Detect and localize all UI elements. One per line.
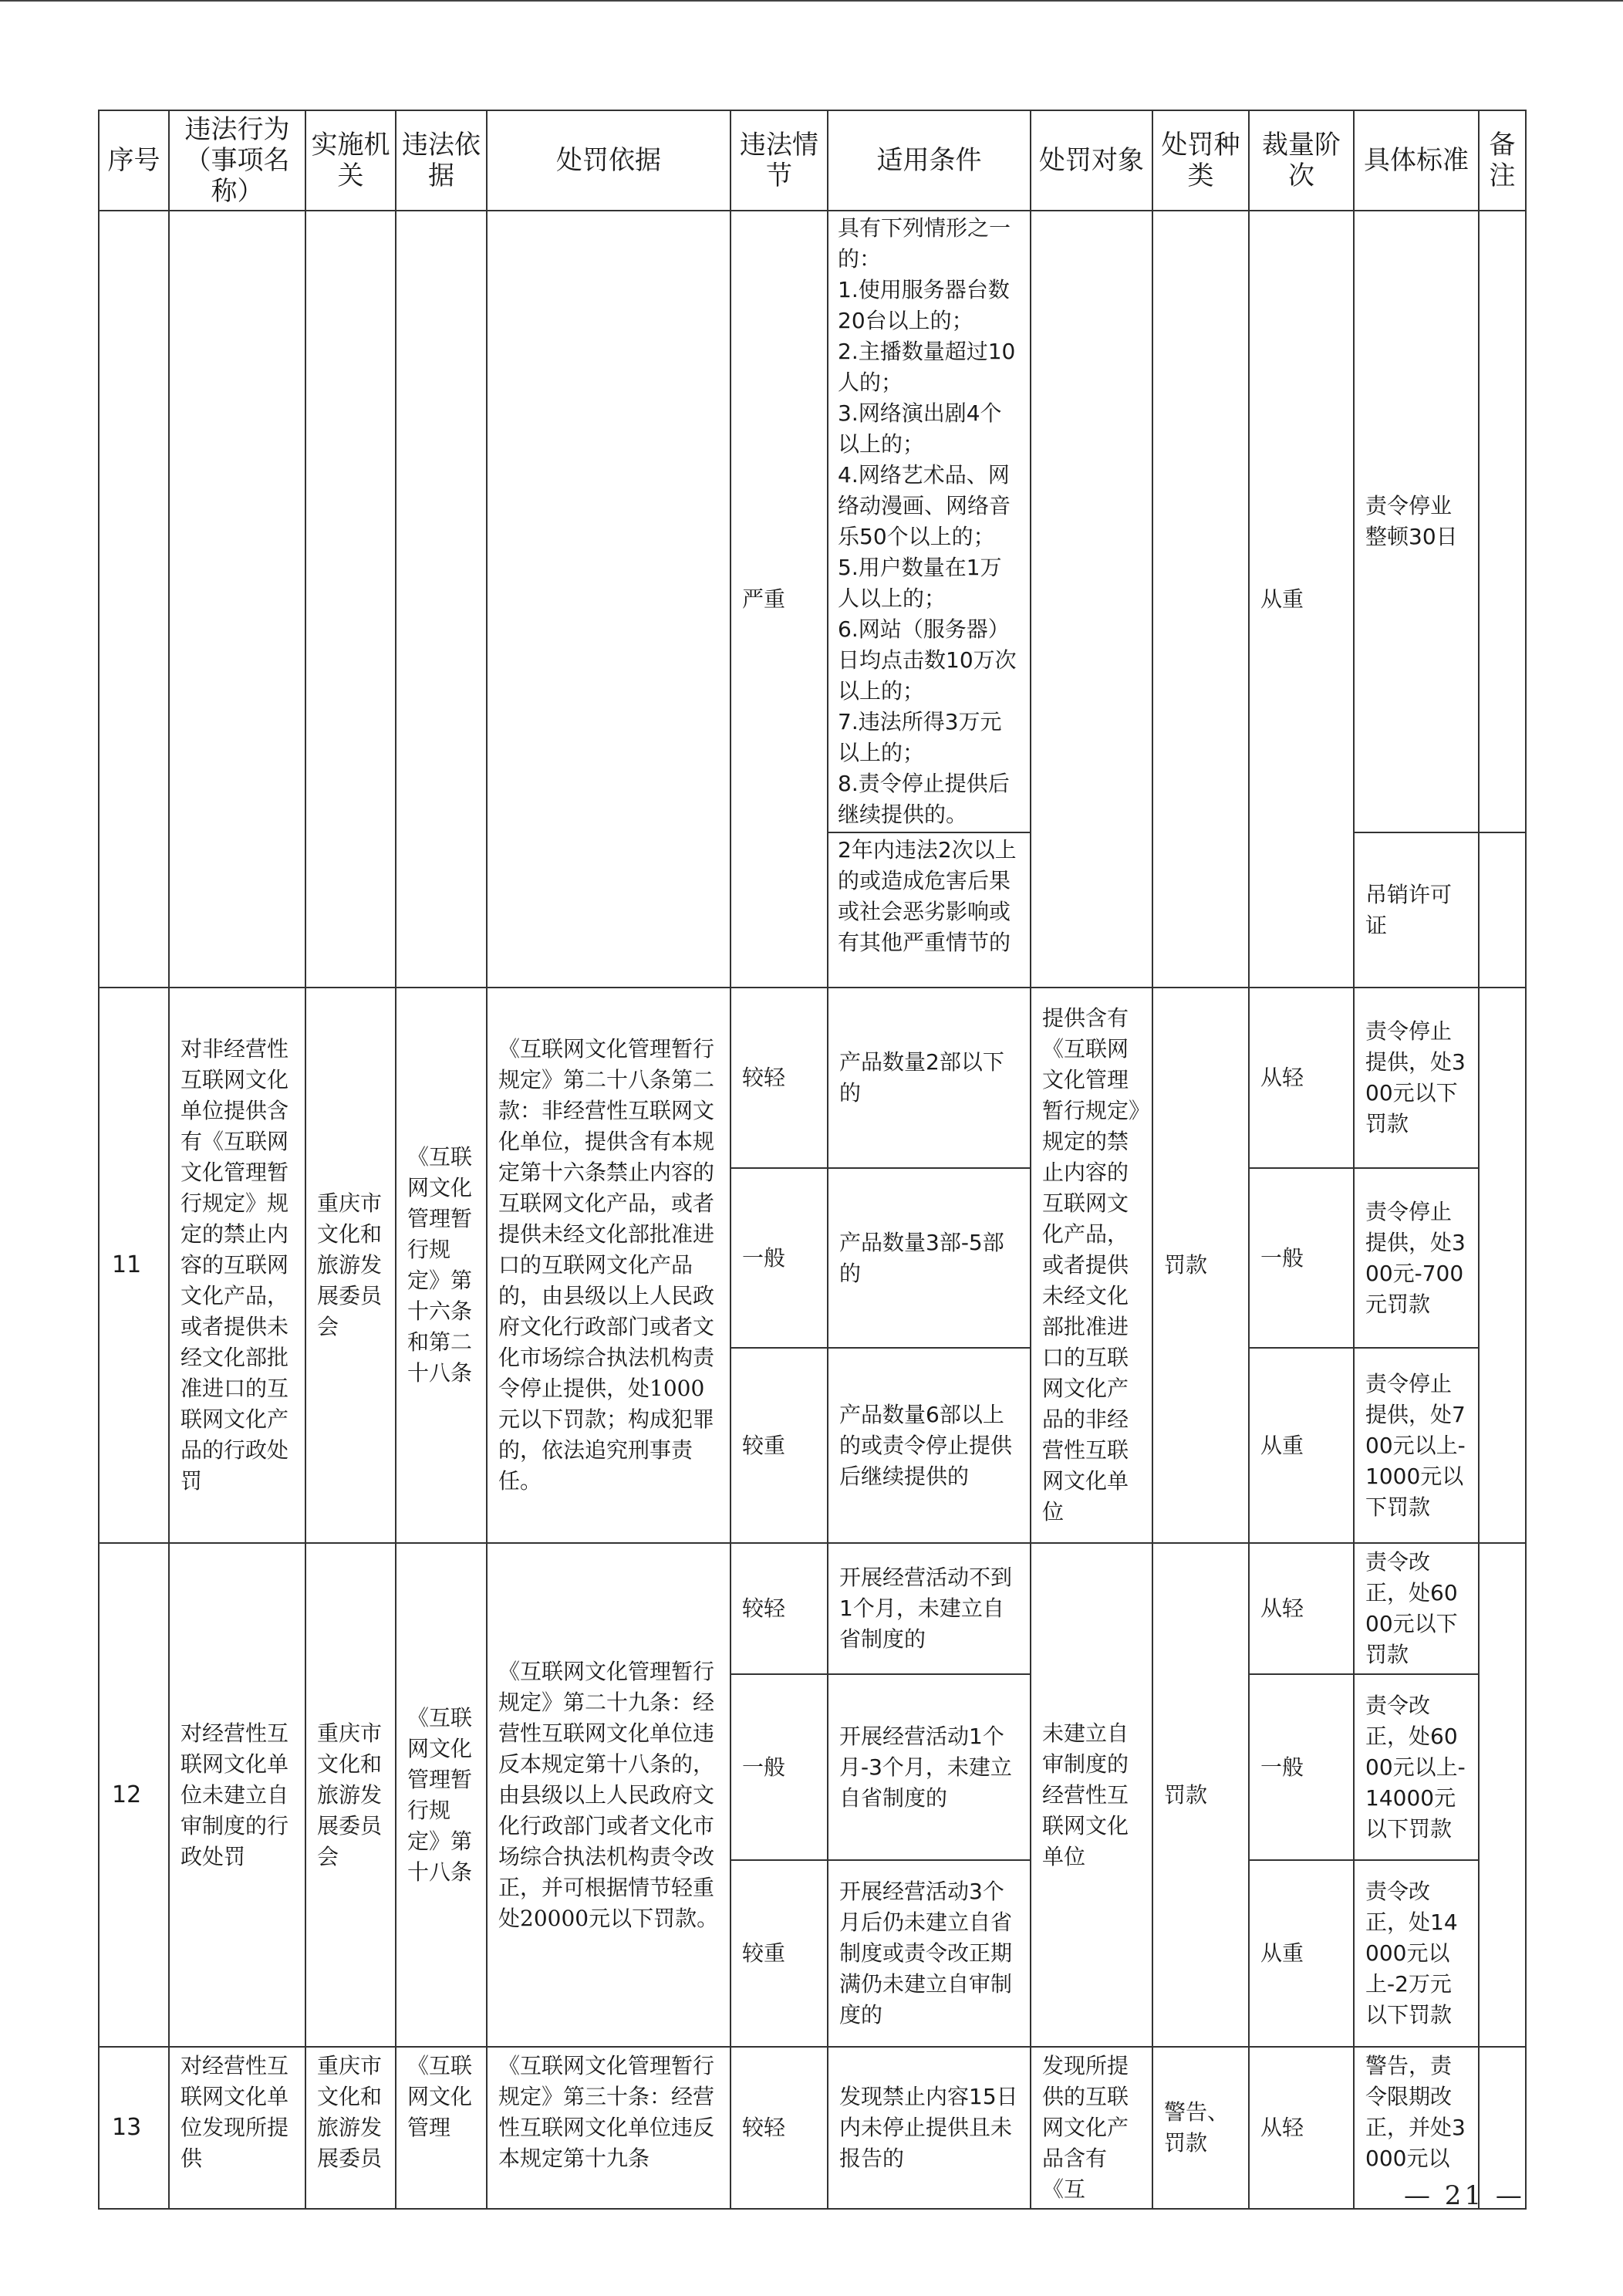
- header-severity: 违法情节: [731, 110, 828, 211]
- cell-standard-13-light: 警告，责令限期改正，并处3000元以: [1354, 2047, 1479, 2209]
- header-standard: 具体标准: [1354, 110, 1479, 211]
- cell-note-empty: [1479, 211, 1526, 832]
- cell-agency-12: 重庆市文化和旅游发展委员会: [305, 1543, 396, 2047]
- cell-discretion-11-light: 从轻: [1249, 988, 1354, 1168]
- cell-condition-11-heavy: 产品数量6部以上的或责令停止提供后继续提供的: [828, 1348, 1031, 1543]
- cell-legal-basis-11: 《互联网文化管理暂行规定》第十六条和第二十八条: [396, 988, 487, 1543]
- header-seq: 序号: [99, 110, 169, 211]
- table-header-row: [99, 110, 1526, 211]
- header-legal-basis: 违法依据: [396, 110, 487, 211]
- header-agency: 实施机关: [305, 110, 396, 211]
- cell-agency-empty: [305, 211, 396, 988]
- header-conditions: 适用条件: [828, 110, 1031, 211]
- cell-behavior-empty: [169, 211, 305, 988]
- table-row-13-light: [99, 2047, 1526, 2209]
- cell-penalty-basis-13: 《互联网文化管理暂行规定》第三十条：经营性互联网文化单位违反本规定第十九条: [487, 2047, 731, 2209]
- cell-seq-13: 13: [99, 2047, 169, 2209]
- cell-severity-11-heavy: 较重: [731, 1348, 828, 1543]
- table-row-11-light: [99, 988, 1526, 1168]
- cell-severity-12-normal: 一般: [731, 1674, 828, 1860]
- cell-legal-basis-empty: [396, 211, 487, 988]
- cell-seq-12: 12: [99, 1543, 169, 2047]
- cell-condition-12-heavy: 开展经营活动3个月后仍未建立自省制度或责令改正期满仍未建立自审制度的: [828, 1860, 1031, 2047]
- cell-conditions-serious: [828, 211, 1031, 832]
- cell-penalty-type-13: 警告、罚款: [1152, 2047, 1249, 2209]
- cell-agency-13: 重庆市文化和旅游发展委员: [305, 2047, 396, 2209]
- cell-target-12: 未建立自审制度的经营性互联网文化单位: [1031, 1543, 1152, 2047]
- cell-target-empty: [1031, 211, 1152, 988]
- cell-discretion-11-normal: 一般: [1249, 1168, 1354, 1348]
- cell-discretion-12-light: 从轻: [1249, 1543, 1354, 1674]
- condition-line: 4.网络艺术品、网络动漫画、网络音乐50个以上的；: [838, 462, 1011, 549]
- cell-seq-empty: [99, 211, 169, 988]
- header-penalty-basis: 处罚依据: [487, 110, 731, 211]
- header-penalty-type: 处罚种类: [1152, 110, 1249, 211]
- condition-line: 具有下列情形之一的：: [838, 215, 1011, 272]
- cell-condition-12-light: 开展经营活动不到1个月，未建立自省制度的: [828, 1543, 1031, 1674]
- page-number: — 21 —: [1404, 2180, 1525, 2211]
- condition-line: 3.网络演出剧4个以上的；: [838, 400, 1002, 457]
- cell-target-11: 提供含有《互联网文化管理暂行规定》规定的禁止内容的互联网文化产品，或者提供未经文化部批准进口的互联网文化产品的非经营性互联网文化单位: [1031, 988, 1152, 1543]
- cell-discretion-13-light: 从轻: [1249, 2047, 1354, 2209]
- condition-line: 5.用户数量在1万人以上的；: [838, 555, 1002, 611]
- table-row-12-light: [99, 1543, 1526, 1674]
- cell-conditions-repeat: 2年内违法2次以上的或造成危害后果或社会恶劣影响或有其他严重情节的: [828, 832, 1031, 988]
- cell-severity-11-normal: 一般: [731, 1168, 828, 1348]
- cell-condition-12-normal: 开展经营活动1个月-3个月，未建立自省制度的: [828, 1674, 1031, 1860]
- cell-note-empty: [1479, 832, 1526, 988]
- condition-line: 7.违法所得3万元以上的；: [838, 709, 1002, 765]
- cell-condition-11-light: 产品数量2部以下的: [828, 988, 1031, 1168]
- cell-penalty-basis-empty: [487, 211, 731, 988]
- cell-severity-12-heavy: 较重: [731, 1860, 828, 2047]
- cell-standard-suspend: 责令停业整顿30日: [1354, 211, 1479, 832]
- cell-agency-11: 重庆市文化和旅游发展委员会: [305, 988, 396, 1543]
- cell-discretion-11-heavy: 从重: [1249, 1348, 1354, 1543]
- cell-standard-11-heavy: 责令停止提供，处700元以上-1000元以下罚款: [1354, 1348, 1479, 1543]
- cell-severity-11-light: 较轻: [731, 988, 828, 1168]
- cell-standard-revoke: 吊销许可证: [1354, 832, 1479, 988]
- cell-seq-11: 11: [99, 988, 169, 1543]
- cell-severity-12-light: 较轻: [731, 1543, 828, 1674]
- penalty-discretion-table: [98, 110, 1527, 2210]
- cell-legal-basis-12: 《互联网文化管理暂行规定》第十八条: [396, 1543, 487, 2047]
- table-row-continuation-a: [99, 211, 1526, 832]
- cell-penalty-type-12: 罚款: [1152, 1543, 1249, 2047]
- header-target: 处罚对象: [1031, 110, 1152, 211]
- cell-note-11: [1479, 988, 1526, 1543]
- condition-line: 1.使用服务器台数20台以上的；: [838, 277, 1010, 333]
- cell-note-12: [1479, 1543, 1526, 2047]
- cell-behavior-13: 对经营性互联网文化单位发现所提供: [169, 2047, 305, 2209]
- cell-condition-13-light: 发现禁止内容15日内未停止提供且未报告的: [828, 2047, 1031, 2209]
- cell-condition-11-normal: 产品数量3部-5部的: [828, 1168, 1031, 1348]
- cell-discretion-level: 从重: [1249, 211, 1354, 988]
- cell-penalty-type-empty: [1152, 211, 1249, 988]
- cell-standard-11-light: 责令停止提供，处300元以下罚款: [1354, 988, 1479, 1168]
- cell-discretion-12-normal: 一般: [1249, 1674, 1354, 1860]
- cell-standard-12-heavy: 责令改正，处14000元以上-2万元以下罚款: [1354, 1860, 1479, 2047]
- cell-severity-13-light: 较轻: [731, 2047, 828, 2209]
- cell-penalty-basis-12: 《互联网文化管理暂行规定》第二十九条：经营性互联网文化单位违反本规定第十八条的，由县级以上人民政府文化行政部门或者文化市场综合执法机构责令改正，并可根据情节轻重处20000元以下罚款。: [487, 1543, 731, 2047]
- cell-target-13: 发现所提供的互联网文化产品含有《互: [1031, 2047, 1152, 2209]
- page-top-border: [0, 0, 1623, 2]
- condition-line: 2.主播数量超过10人的；: [838, 339, 1016, 395]
- cell-severity: 严重: [731, 211, 828, 988]
- cell-behavior-12: 对经营性互联网文化单位未建立自审制度的行政处罚: [169, 1543, 305, 2047]
- cell-standard-12-normal: 责令改正，处6000元以上-14000元以下罚款: [1354, 1674, 1479, 1860]
- cell-standard-11-normal: 责令停止提供，处300元-700元罚款: [1354, 1168, 1479, 1348]
- header-discretion-level: 裁量阶次: [1249, 110, 1354, 211]
- cell-behavior-11: 对非经营性互联网文化单位提供含有《互联网文化管理暂行规定》规定的禁止内容的互联网文化产品，或者提供未经文化部批准进口的互联网文化产品的行政处罚: [169, 988, 305, 1543]
- header-note: 备注: [1479, 110, 1526, 211]
- cell-penalty-type-11: 罚款: [1152, 988, 1249, 1543]
- cell-discretion-12-heavy: 从重: [1249, 1860, 1354, 2047]
- header-behavior: 违法行为（事项名称）: [169, 110, 305, 211]
- condition-line: 8.责令停止提供后继续提供的。: [838, 771, 1010, 827]
- cell-standard-12-light: 责令改正，处6000元以下罚款: [1354, 1543, 1479, 1674]
- condition-line: 6.网站（服务器）日均点击数10万次以上的；: [838, 616, 1017, 704]
- cell-penalty-basis-11: 《互联网文化管理暂行规定》第二十八条第二款：非经营性互联网文化单位，提供含有本规定第十六条禁止内容的互联网文化产品，或者提供未经文化部批准进口的互联网文化产品的，由县级以上人民政府文化行政部门或者文化市场综合执法机构责令停止提供，处1000元以下罚款；构成犯罪的，依法追究刑事责任。: [487, 988, 731, 1543]
- cell-legal-basis-13: 《互联网文化管理: [396, 2047, 487, 2209]
